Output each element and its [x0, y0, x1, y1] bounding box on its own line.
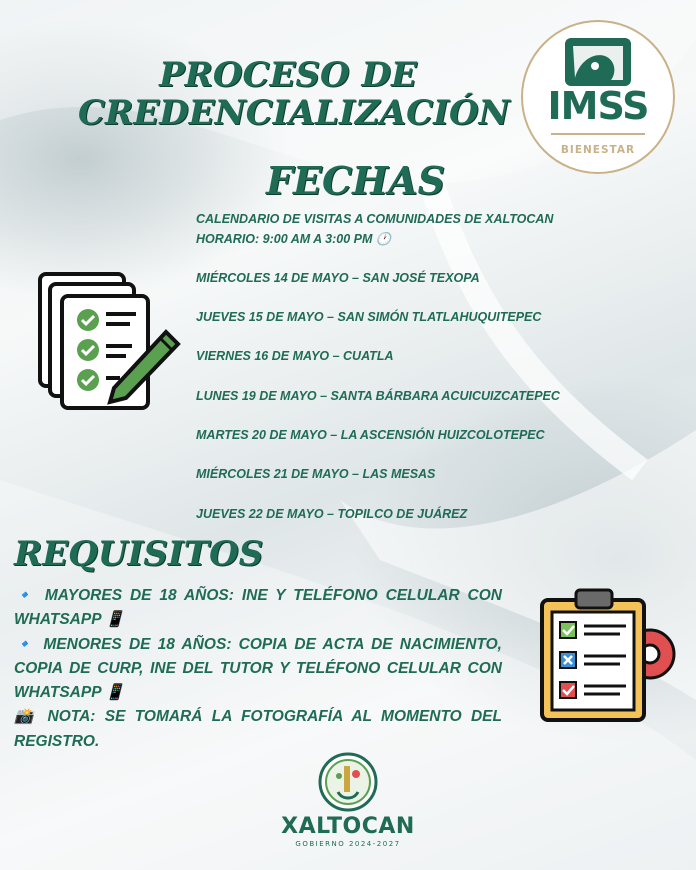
fecha-item: JUEVES 15 DE MAYO – SAN SIMÓN TLATLAHUQUITEPEC: [196, 310, 542, 324]
requisito-item: 🔹 MENORES DE 18 AÑOS: COPIA DE ACTA DE NACIMIENTO, COPIA DE CURP, INE DEL TUTOR Y TELÉFONO CELULAR CON WHATSAPP 📱: [14, 635, 502, 702]
fecha-item: JUEVES 22 DE MAYO – TOPILCO DE JUÁREZ: [196, 507, 468, 521]
requisitos-list: [14, 584, 502, 754]
requisito-item: 📸 NOTA: SE TOMARÁ LA FOTOGRAFÍA AL MOMENTO DEL REGISTRO.: [14, 708, 502, 750]
fechas-intro-schedule: HORARIO: 9:00 AM A 3:00 PM 🕐: [196, 232, 392, 246]
clipboard-gear-icon: [538, 586, 684, 726]
fecha-item: MIÉRCOLES 14 DE MAYO – SAN JOSÉ TEXOPA: [196, 271, 480, 285]
title-line-1: PROCESO DE: [159, 55, 417, 95]
fecha-item: MARTES 20 DE MAYO – LA ASCENSIÓN HUIZCOLOTEPEC: [196, 428, 545, 442]
fecha-item: LUNES 19 DE MAYO – SANTA BÁRBARA ACUICUIZCATEPEC: [196, 389, 560, 403]
imss-logo-subtext: BIENESTAR: [560, 144, 636, 156]
fecha-item: MIÉRCOLES 21 DE MAYO – LAS MESAS: [196, 467, 436, 481]
fechas-heading: FECHAS: [266, 158, 446, 203]
fecha-item: VIERNES 16 DE MAYO – CUATLA: [196, 349, 394, 363]
requisito-item: 🔹 MAYORES DE 18 AÑOS: INE Y TELÉFONO CELULAR CON WHATSAPP 📱: [14, 587, 502, 629]
xaltocan-logo-subtext: GOBIERNO 2024-2027: [295, 840, 401, 848]
imss-logo-text: IMSS: [547, 84, 649, 128]
imss-bienestar-logo: [521, 20, 675, 174]
requisitos-heading: REQUISITOS: [14, 534, 264, 574]
xaltocan-emblem-icon: [318, 752, 378, 812]
documents-checklist-pencil-icon: [36, 270, 186, 415]
title-line-2: CREDENCIALIZACIÓN: [78, 93, 510, 133]
fechas-intro-calendar: CALENDARIO DE VISITAS A COMUNIDADES DE XALTOCAN: [196, 212, 554, 226]
xaltocan-logo-text: XALTOCAN: [281, 814, 415, 839]
page-title: [78, 55, 510, 133]
